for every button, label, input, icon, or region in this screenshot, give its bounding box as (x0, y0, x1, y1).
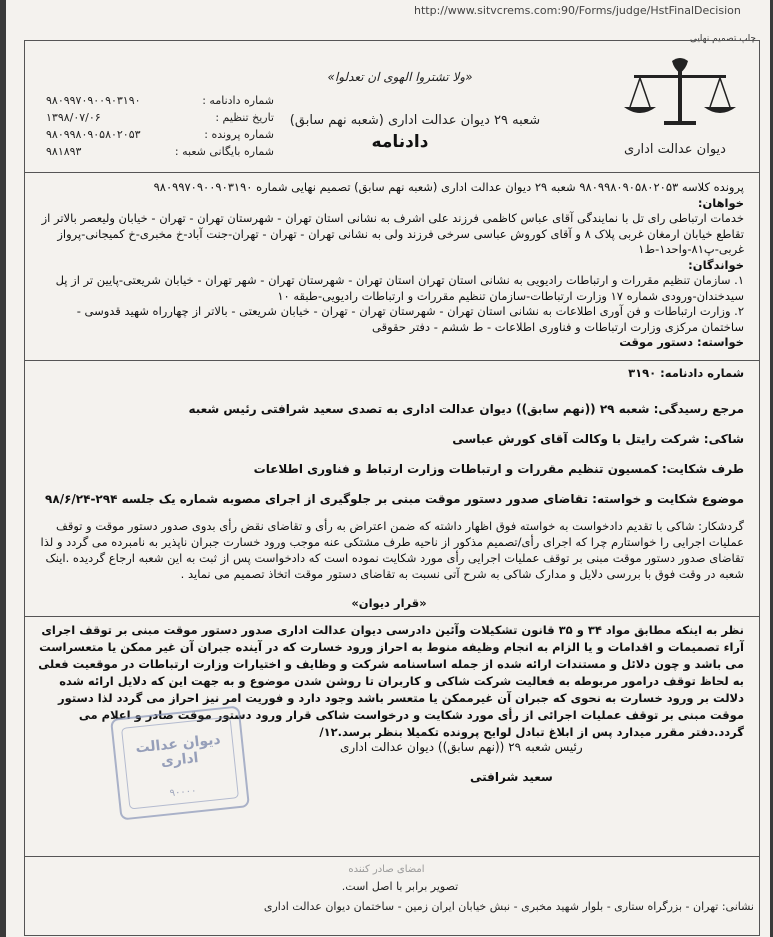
org-name: دیوان عدالت اداری (624, 142, 726, 157)
reference-line: مرجع رسیدگی: شعبه ۲۹ ((نهم سابق)) دیوان عدالت اداری به تصدی سعید شرافتی رئیس شعبه (188, 402, 744, 416)
report-paragraph: گردشکار: شاکی با تقدیم دادخواست به خواسته فوق اظهار داشته که ضمن اعتراض به رأی و تقاضای نقض رأی بدوی صدور دستور موقت و توقف عملیات اجرایی را خواستارم چرا که اجرای رأی/تصمیم مذکور از ناحیه طرف مشتکی عنه موجب ورود خسارت جبران ناپذیر به نامبرده می گردد و لذا تقاضای صدور دستور موقت مبنی بر توقف عملیات اجرایی رأی مورد شکایت نموده است که دادخواست پس از ثبت به این شعبه ارجاع گردیده .اینک شعبه در وقت فوق با بررسی دلایل و مدارک شاکی به شرح آتی نسبت به تقاضای دستور موقت اتخاذ تصمیم می نماید . (40, 519, 744, 581)
ruling-heading: «قرار دیوان» (351, 596, 427, 610)
signer-name: سعید شرافتی (470, 770, 553, 784)
request-line: خواسته: دستور موقت (619, 335, 744, 349)
signer-title: رئیس شعبه ۲۹ ((نهم سابق)) دیوان عدالت اداری (340, 740, 583, 754)
meta-block (46, 92, 274, 160)
meta-row (46, 109, 274, 126)
stamp-text: دیوان عدالت اداری (134, 731, 222, 770)
judiciary-scales-emblem-icon (620, 55, 740, 131)
case-details (34, 394, 744, 514)
parties-block (34, 180, 744, 351)
respondent-line: طرف شکایت: کمسیون تنظیم مقررات و ارتباطات وزارت ارتباط و فناوری اطلاعات (253, 462, 744, 476)
meta-value: ۹۸۱۸۹۳ (46, 145, 82, 158)
meta-label: تاریخ تنظیم : (215, 111, 274, 124)
stamp-number: ۹۰۰۰۰ (169, 785, 198, 800)
basmala: «ولا تشتروا الهوی ان تعدلوا» (327, 70, 473, 84)
defendant-item: ۱. سازمان تنظیم مقررات و ارتباطات رادیویی به نشانی استان تهران استان تهران - شهرستان تهران - شهر تهران - خیابان شریعتی-پایین تر از پل سیدخندان-ورودی شماره ۱۷ وزارت ارتباطات-سازمان تنظیم مقررات و ارتباطات رادیویی-طبقه ۱۰ (55, 273, 744, 303)
meta-label: شماره دادنامه : (202, 94, 274, 107)
footer-address: نشانی: تهران - بزرگراه ستاری - بلوار شهید مخبری - نبش خیابان ایران زمین - ساختمان دیوان عدالت اداری (263, 900, 754, 913)
decision-number: شماره دادنامه: ۳۱۹۰ (628, 366, 744, 380)
copy-certification: تصویر برابر با اصل است. (341, 880, 459, 893)
ruling-divider (24, 616, 760, 617)
header-divider (24, 172, 760, 173)
print-label: چاپ تصمیم نهایی (689, 34, 756, 44)
plaintiffs-text: خدمات ارتباطی رای تل با نمایندگی آقای عباس کاظمی فرزند علی اشرف به نشانی استان تهران - شهرستان تهران - تهران - خیابان ولیعصر بالاتر از تقاطع خیابان ارمغان غربی پلاک ۸ و آقای کوروش عباسی سرخی فرزند ولی به نشانی تهران - تهران - تهران-جنت آباد-خ مخبری-خ کمیجانی-پرواز غربی-پ۸۱-واحد۱-ط۱ (41, 211, 744, 256)
issuer-signature-note: امضای صادر کننده (348, 864, 425, 875)
subject-line: موضوع شکایت و خواسته: تقاضای صدور دستور موقت مبنی بر جلوگیری از اجرای مصوبه شماره یک جلسه ۲۹۴-۹۸/۶/۲۴ (45, 492, 744, 506)
parties-divider (24, 360, 760, 361)
meta-value: ۱۳۹۸/۰۷/۰۶ (46, 111, 101, 124)
defendants-label: خواندگان: (688, 257, 744, 272)
meta-row (46, 143, 274, 160)
court-branch: شعبه ۲۹ دیوان عدالت اداری (شعبه نهم سابق) (289, 113, 541, 128)
footer-divider (24, 856, 760, 857)
plaintiffs-label: خواهان: (697, 195, 744, 210)
defendant-item: ۲. وزارت ارتباطات و فن آوری اطلاعات به نشانی استان تهران - شهرستان تهران - تهران - خیابان شریعتی - بالاتر از چهارراه شهید قدوسی - ساختمان مرکزی وزارت ارتباطات و فناوری اطلاعات - ط ششم - دفتر حقوقی (76, 304, 744, 334)
ruling-paragraph: نظر به اینکه مطابق مواد ۳۴ و ۳۵ قانون تشکیلات وآئین دادرسی دیوان عدالت اداری صدور دستور موقت مبنی بر توقف اجرای آراء تصمیمات و اقدامات و یا الزام به انجام وظیفه منوط به احراز ورود خسارت که در آینده جبران آن غیر ممکن یا متعسراست می باشد و چون دلائل و مستندات ارائه شده از جمله اساسنامه شرکت و وظایف و اختیارات وزارت ارتباطات در موقعیت فعلی به لحاظ توقف درامور مربوطه به فعالیت شرکت شاکی و کاربران تا روشن شدن موضوع و به جهت این که دلایل ارائه شده دلالت بر ورود خسارت به نحوی که جبران آن غیرممکن یا متعسر باشد وجود دارد و فوریت امر نیز احراز می گردد لذا دستور موقت مبنی بر توقف عملیات اجرائی از رأی مورد شکایت و درخواست شاکی قرار ورود دستور موقت صادر و اعلام می گردد.دفتر مقرر میدارد پس از ابلاغ تبادل لوایح پرونده تکمیلا بنظر برسد.۱۲/ (38, 623, 744, 739)
meta-label: شماره پرونده : (204, 128, 274, 141)
page-url: http://www.sitvcrems.com:90/Forms/judge/HstFinalDecision (414, 4, 741, 17)
meta-row (46, 126, 274, 143)
meta-value: ۹۸۰۹۹۸۰۹۰۵۸۰۲۰۵۳ (46, 128, 141, 141)
doc-title: دادنامه (371, 132, 429, 152)
complainant-line: شاکی: شرکت رایتل با وکالت آقای کورش عباسی (452, 432, 744, 446)
meta-label: شماره بایگانی شعبه : (174, 145, 274, 158)
meta-value: ۹۸۰۹۹۷۰۹۰۰۹۰۳۱۹۰ (46, 94, 141, 107)
official-stamp (110, 705, 250, 820)
file-line: پرونده کلاسه ۹۸۰۹۹۸۰۹۰۵۸۰۲۰۵۳ شعبه ۲۹ دیوان عدالت اداری (شعبه نهم سابق) تصمیم نهایی شماره ۹۸۰۹۹۷۰۹۰۰۹۰۳۱۹۰ (153, 180, 744, 194)
meta-row (46, 92, 274, 109)
